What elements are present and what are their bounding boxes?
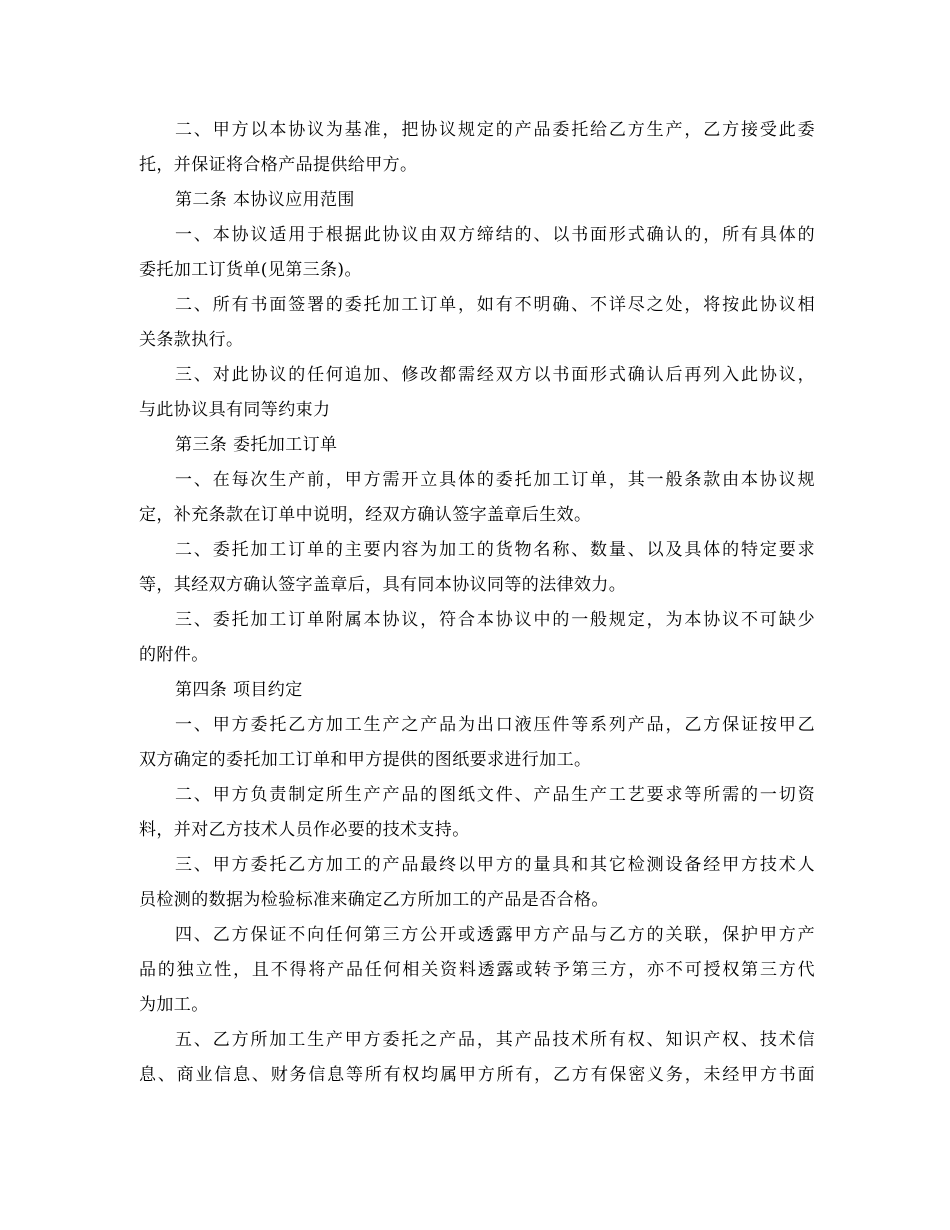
section-heading: 第三条 委托加工订单	[175, 435, 338, 455]
paragraph	[139, 113, 815, 183]
paragraph	[139, 358, 815, 428]
text-line: 料，并对乙方技术人员作必要的技术支持。	[139, 820, 470, 840]
paragraph	[139, 918, 815, 1023]
text-line: 品的独立性，且不得将产品任何相关资料透露或转予第三方，亦不可授权第三方代	[139, 960, 815, 980]
text-line: 二、甲方以本协议为基准，把协议规定的产品委托给乙方生产，乙方接受此委	[175, 120, 815, 140]
text-line: 二、委托加工订单的主要内容为加工的货物名称、数量、以及具体的特定要求	[175, 540, 815, 560]
text-line: 与此协议具有同等约束力	[139, 400, 331, 420]
paragraph	[139, 1023, 815, 1093]
text-line: 等，其经双方确认签字盖章后，具有同本协议同等的法律效力。	[139, 575, 627, 595]
document-body	[139, 113, 815, 1093]
text-line: 托，并保证将合格产品提供给甲方。	[139, 155, 418, 175]
text-line: 一、本协议适用于根据此协议由双方缔结的、以书面形式确认的，所有具体的	[175, 225, 815, 245]
text-line: 的附件。	[139, 645, 209, 665]
paragraph	[139, 288, 815, 358]
text-line: 三、甲方委托乙方加工的产品最终以甲方的量具和其它检测设备经甲方技术人	[175, 855, 815, 875]
text-line: 息、商业信息、财务信息等所有权均属甲方所有，乙方有保密义务，未经甲方书面	[139, 1065, 815, 1085]
text-line: 三、对此协议的任何追加、修改都需经双方以书面形式确认后再列入此协议，	[175, 365, 815, 385]
section-heading: 第四条 项目约定	[175, 680, 303, 700]
text-line: 为加工。	[139, 995, 209, 1015]
paragraph	[139, 533, 815, 603]
paragraph	[139, 778, 815, 848]
section-heading: 第二条 本协议应用范围	[175, 190, 355, 210]
paragraph	[139, 603, 815, 673]
paragraph	[139, 848, 815, 918]
text-line: 员检测的数据为检验标准来确定乙方所加工的产品是否合格。	[139, 890, 609, 910]
text-line: 定，补充条款在订单中说明，经双方确认签字盖章后生效。	[139, 505, 592, 525]
text-line: 双方确定的委托加工订单和甲方提供的图纸要求进行加工。	[139, 750, 592, 770]
text-line: 四、乙方保证不向任何第三方公开或透露甲方产品与乙方的关联，保护甲方产	[175, 925, 815, 945]
text-line: 一、在每次生产前，甲方需开立具体的委托加工订单，其一般条款由本协议规	[175, 470, 815, 490]
paragraph	[139, 218, 815, 288]
text-line: 关条款执行。	[139, 330, 244, 350]
text-line: 委托加工订货单(见第三条)。	[139, 260, 362, 280]
text-line: 五、乙方所加工生产甲方委托之产品，其产品技术所有权、知识产权、技术信	[175, 1030, 815, 1050]
text-line: 一、甲方委托乙方加工生产之产品为出口液压件等系列产品，乙方保证按甲乙	[175, 715, 815, 735]
paragraph	[139, 708, 815, 778]
text-line: 二、所有书面签署的委托加工订单，如有不明确、不详尽之处，将按此协议相	[175, 295, 815, 315]
paragraph	[139, 463, 815, 533]
text-line: 三、委托加工订单附属本协议，符合本协议中的一般规定，为本协议不可缺少	[175, 610, 815, 630]
text-line: 二、甲方负责制定所生产产品的图纸文件、产品生产工艺要求等所需的一切资	[175, 785, 815, 805]
